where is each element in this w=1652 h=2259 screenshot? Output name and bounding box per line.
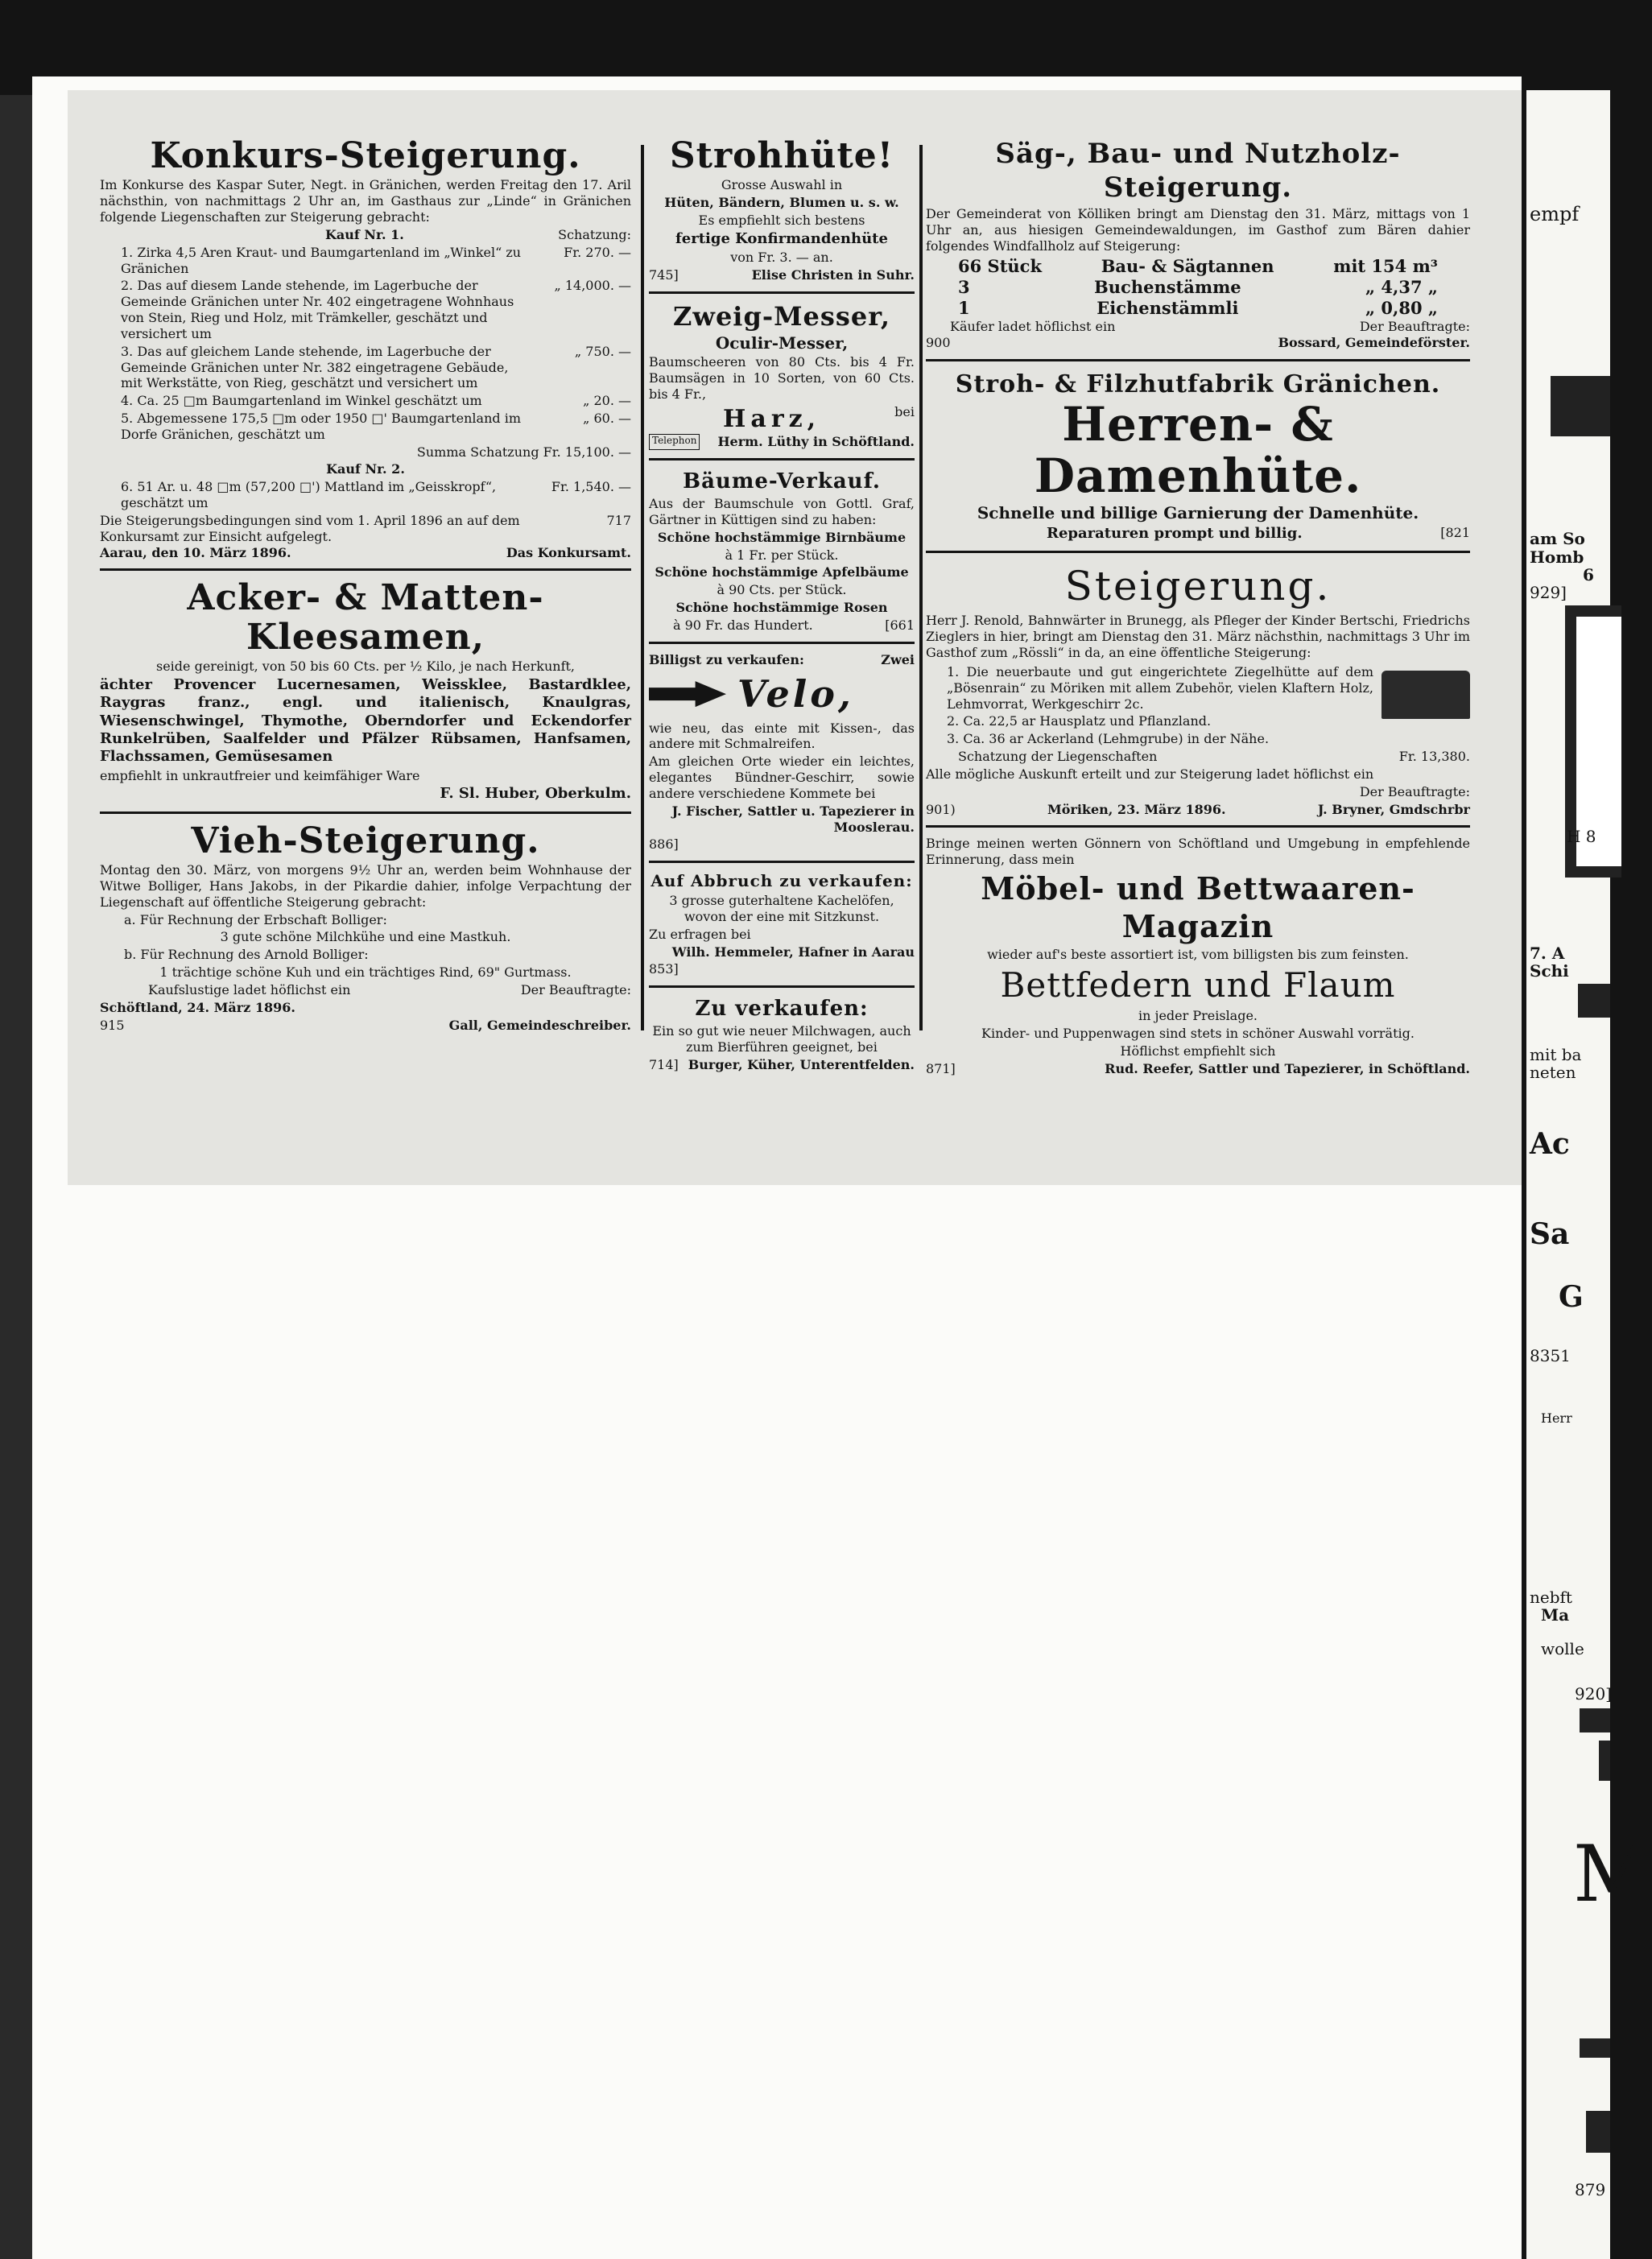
velo-head: Billigst zu verkaufen: xyxy=(649,651,804,667)
konkurs-item-value: Fr. 1,540. — xyxy=(551,479,631,495)
timber-row xyxy=(926,277,1470,298)
edge-text: mit ba xyxy=(1530,1045,1582,1064)
sag-title: Säg-, Bau- und Nutzholz-Steigerung. xyxy=(995,138,1401,204)
konkurs-item: 3. Das auf gleichem Lande stehende, im Lagerbuche der Gemeinde Gränichen unter Nr. 382 eingetragene Gebäude, mit Werkstätte, von Rieg, geschätzt und versichert um xyxy=(121,343,509,391)
konkurs-place-date: Aarau, den 10. März 1896. xyxy=(100,544,291,560)
vieh-a: a. Für Rechnung der Erbschaft Bolliger: xyxy=(124,911,387,927)
acker-body: ächter Provencer Lucernesamen, Weissklee, Bastardklee, Raygras franz., engl. und italienisch, Knaulgras, Wiesenschwingel, Thymothe, Oberndorfer und Eckendorfer Runkelrüben, Saalfelder und Pfälzer Rübsamen, Hanfsamen, Flachssamen, Gemüsesamen xyxy=(100,676,631,766)
schatzung-label: Schatzung: xyxy=(558,226,631,242)
divider xyxy=(926,551,1470,553)
timber-row xyxy=(926,298,1470,319)
velo-body2: Am gleichen Orte wieder ein leichtes, elegantes Bündner-Geschirr, sowie andere verschiedene Kommete bei xyxy=(649,754,915,801)
ad-baume xyxy=(649,469,915,634)
divider xyxy=(649,458,915,460)
baume-l6: à 90 Fr. das Hundert. xyxy=(673,617,813,633)
stroh-line3: Es empfiehlt sich bestens xyxy=(698,213,865,229)
edge-text: Herr xyxy=(1541,1410,1572,1426)
mobel-l2: in jeder Preislage. xyxy=(1138,1008,1258,1024)
timber-name: Bau- & Sägtannen xyxy=(1101,255,1274,276)
ad-zu-verkaufen xyxy=(649,996,915,1073)
hut-title: Stroh- & Filzhutfabrik Gränichen. xyxy=(955,370,1441,399)
konkurs-item: 4. Ca. 25 □m Baumgartenland im Winkel geschätzt um xyxy=(121,393,482,409)
ad-konkurs xyxy=(100,137,631,560)
divider xyxy=(649,861,915,863)
steig-place-date: Möriken, 23. März 1896. xyxy=(1047,801,1226,817)
telephone-badge: Telephon xyxy=(649,434,700,450)
edge-text: H 8 xyxy=(1567,827,1596,846)
edge-text: 929] xyxy=(1530,583,1567,602)
konkurs-item-value: „ 20. — xyxy=(583,393,631,409)
vieh-invite: Kaufslustige ladet höflichst ein xyxy=(148,981,351,997)
mobel-title2: Bettfedern und Flaum xyxy=(1000,965,1396,1006)
konkurs-item-value: „ 750. — xyxy=(574,343,631,359)
stroh-line2: Hüten, Bändern, Blumen u. s. w. xyxy=(664,195,899,211)
zweig-sub: Oculir-Messer, xyxy=(715,332,849,353)
hut-big: Herren- & Damenhüte. xyxy=(1034,396,1362,503)
ad-steigerung xyxy=(926,561,1470,817)
edge-text: Ac xyxy=(1530,1127,1570,1161)
abbruch-body: 3 grosse guterhaltene Kachelöfen, wovon der eine mit Sitzkunst. xyxy=(669,893,894,924)
ziegelhutte-illustration-icon xyxy=(1381,671,1470,719)
sag-sign: Bossard, Gemeindeförster. xyxy=(1278,334,1470,350)
mobel-l3: Kinder- und Puppenwagen sind stets in schöner Auswahl vorrätig. xyxy=(981,1025,1415,1041)
ad-mobel xyxy=(926,836,1470,1076)
zweig-harz: Harz, xyxy=(723,404,821,433)
konkurs-conditions: Die Steigerungsbedingungen sind vom 1. April 1896 an auf dem Konkursamt zur Einsicht aufgelegt. xyxy=(100,512,520,544)
steig-sign: J. Bryner, Gmdschrbr xyxy=(1317,801,1470,817)
sag-body: Der Gemeinderat von Kölliken bringt am Dienstag den 31. März, mittags von 1 Uhr an, aus hiesigen Gemeindewaldungen, im Gasthof zum Bären dahier folgendes Windfallholz auf Steigerung: xyxy=(926,206,1470,254)
mobel-l1: wieder auf's beste assortiert ist, vom billigsten bis zum feinsten. xyxy=(987,947,1409,963)
edge-text: neten xyxy=(1530,1063,1576,1082)
column-1 xyxy=(100,137,631,1033)
zweig-sign: Herm. Lüthy in Schöftland. xyxy=(717,434,915,450)
steig-item: 3. Ca. 36 ar Ackerland (Lehmgrube) in der Nähe. xyxy=(947,731,1270,747)
stroh-ref: 745] xyxy=(649,267,679,283)
timber-count: 1 xyxy=(958,297,970,318)
steig-intro: Herr J. Renold, Bahnwärter in Brunegg, als Pfleger der Kinder Bertschi, Friedrichs Zieglers in hier, bringt am Dienstag den 31. März nächsthin, nachmittags 3 Uhr im Gasthof zum „Rössli“ in da, an eine öffentliche Steigerung: xyxy=(926,613,1470,661)
divider xyxy=(649,985,915,988)
zweig-title: Zweig-Messer, xyxy=(673,300,890,332)
pointing-hand-icon xyxy=(649,681,726,707)
column-2 xyxy=(649,137,915,1073)
velo-ref: 886] xyxy=(649,836,679,853)
timber-qty: mit 154 m³ xyxy=(1333,255,1438,276)
vieh-sign: Gall, Gemeindeschreiber. xyxy=(448,1017,631,1033)
edge-text: Sa xyxy=(1530,1217,1570,1251)
ad-holz-steigerung xyxy=(926,137,1470,351)
steig-auskunft: Alle mögliche Auskunft erteilt und zur Steigerung ladet höflichst ein xyxy=(926,766,1374,782)
timber-count: 3 xyxy=(958,276,970,297)
konkurs-item: 5. Abgemessene 175,5 □m oder 1950 □' Baumgartenland im Dorfe Gränichen, geschätzt um xyxy=(121,410,521,442)
timber-qty: „ 0,80 „ xyxy=(1365,297,1438,318)
timber-name: Buchenstämme xyxy=(1094,276,1241,297)
stroh-line1: Grosse Auswahl in xyxy=(721,177,843,193)
horse-illustration-icon xyxy=(1551,376,1610,436)
column-rule-1 xyxy=(641,145,644,1030)
ad-vieh xyxy=(100,822,631,1034)
baume-title: Bäume-Verkauf. xyxy=(683,469,881,494)
edge-text: am So xyxy=(1530,529,1585,548)
timber-name: Eichenstämmli xyxy=(1097,297,1239,318)
baume-l2: à 1 Fr. per Stück. xyxy=(725,547,839,563)
baume-l3: Schöne hochstämmige Apfelbäume xyxy=(655,564,909,580)
sag-beauftragte: Der Beauftragte: xyxy=(1359,318,1470,334)
vieh-title: Vieh-Steigerung. xyxy=(191,820,540,861)
edge-text: 920] xyxy=(1575,1684,1612,1704)
edge-text: 7. A xyxy=(1530,944,1565,963)
verkaufen-ref: 714] xyxy=(649,1057,679,1073)
edge-text: Homb xyxy=(1530,547,1584,567)
timber-row xyxy=(926,256,1470,277)
abbruch-ref: 853] xyxy=(649,961,679,977)
edge-text: Ma xyxy=(1541,1605,1570,1625)
konkurs-summa: Summa Schatzung Fr. 15,100. — xyxy=(416,444,631,460)
mobel-title: Möbel- und Bettwaaren-Magazin xyxy=(981,870,1415,945)
abbruch-line: Zu erfragen bei xyxy=(649,926,751,942)
stroh-title: Strohhüte! xyxy=(669,135,894,176)
baume-l5: Schöne hochstämmige Rosen xyxy=(675,600,888,616)
verkaufen-title: Zu verkaufen: xyxy=(695,997,869,1022)
konkurs-sign: Das Konkursamt. xyxy=(506,544,631,560)
konkurs-item-value: „ 60. — xyxy=(583,410,631,426)
velo-zwei: Zwei xyxy=(881,651,915,667)
baume-l1: Schöne hochstämmige Birnbäume xyxy=(657,529,907,545)
divider xyxy=(926,825,1470,828)
velo-sign: J. Fischer, Sattler u. Tapezierer in Mooslerau. xyxy=(671,803,915,835)
acker-line1: seide gereinigt, von 50 bis 60 Cts. per ½ Kilo, je nach Herkunft, xyxy=(155,659,576,675)
vieh-a-detail: 3 gute schöne Milchkühe und eine Mastkuh. xyxy=(220,929,511,945)
hut-ref: [821 xyxy=(1440,525,1470,541)
ad-hutfabrik xyxy=(926,370,1470,543)
edge-text: M xyxy=(1573,1829,1652,1919)
baume-l4: à 90 Cts. per Stück. xyxy=(717,582,847,598)
ad-abbruch xyxy=(649,871,915,977)
divider xyxy=(649,642,915,644)
vieh-ref: 915 xyxy=(100,1017,125,1033)
sag-invite: Käufer ladet höflichst ein xyxy=(950,318,1116,334)
ad-strohhute xyxy=(649,137,915,283)
konkurs-title: Konkurs-Steigerung. xyxy=(150,135,581,176)
konkurs-item: 6. 51 Ar. u. 48 □m (57,200 □') Mattland im „Geisskropf“, geschätzt um xyxy=(121,479,497,511)
steig-ref: 901) xyxy=(926,801,956,817)
vieh-beauftragte: Der Beauftragte: xyxy=(520,981,631,997)
stroh-line5: von Fr. 3. — an. xyxy=(730,250,833,266)
column-3 xyxy=(926,137,1470,1076)
konkurs-item-value: „ 14,000. — xyxy=(554,278,631,294)
vieh-place-date: Schöftland, 24. März 1896. xyxy=(100,999,295,1015)
konkurs-item-value: Fr. 270. — xyxy=(564,244,631,260)
timber-count: 66 Stück xyxy=(958,255,1043,276)
stroh-sign: Elise Christen in Suhr. xyxy=(751,267,915,283)
edge-text: 6 xyxy=(1583,565,1594,584)
velo-title: Velo, xyxy=(737,671,854,716)
edge-text: empf xyxy=(1530,203,1580,225)
ad-zweig-messer xyxy=(649,302,915,450)
mobel-sign: Rud. Reefer, Sattler und Tapezierer, in Schöftland. xyxy=(1105,1060,1470,1076)
verkaufen-body: Ein so gut wie neuer Milchwagen, auch zum Bierführen geeignet, bei xyxy=(652,1023,911,1055)
book-spine-edge xyxy=(0,95,35,2259)
baume-body: Aus der Baumschule von Gottl. Graf, Gärtner in Küttigen sind zu haben: xyxy=(649,496,915,527)
zweig-body: Baumscheeren von 80 Cts. bis 4 Fr. Baumsägen in 10 Sorten, von 60 Cts. bis 4 Fr., xyxy=(649,354,915,403)
steig-title: Steigerung. xyxy=(1064,563,1332,610)
stroh-line4: fertige Konfirmandenhüte xyxy=(675,229,888,247)
konkurs-item: 1. Zirka 4,5 Aren Kraut- und Baumgartenland im „Winkel“ zu Gränichen xyxy=(121,244,522,276)
edge-text: nebft xyxy=(1530,1588,1572,1607)
kauf2-label: Kauf Nr. 2. xyxy=(326,461,405,477)
hut-l2: Reparaturen prompt und billig. xyxy=(1047,525,1303,543)
baume-ref: [661 xyxy=(885,617,915,633)
ad-acker xyxy=(100,579,631,803)
steig-item: 1. Die neuerbaute und gut eingerichtete Ziegelhütte auf dem „Bösenrain“ zu Möriken mit allem Zubehör, vielen Klaftern Holz, Lehmvorrat, Werkgeschirr 2c. xyxy=(947,663,1373,712)
kauf1-label: Kauf Nr. 1. xyxy=(325,226,404,242)
steig-item: 2. Ca. 22,5 ar Hausplatz und Pflanzland. xyxy=(947,713,1212,729)
konkurs-intro: Im Konkurse des Kaspar Suter, Negt. in Gränichen, werden Freitag den 17. Aril nächsthin, von nachmittags 2 Uhr an, im Gasthaus zur „Linde“ in Gränichen folgende Liegenschaften zur Steigerung gebracht: xyxy=(100,177,631,225)
acker-sign: F. Sl. Huber, Oberkulm. xyxy=(440,785,631,803)
divider xyxy=(649,291,915,294)
vieh-b-detail: 1 trächtige schöne Kuh und ein trächtiges Rind, 69" Gurtmass. xyxy=(159,964,572,981)
edge-text: wolle xyxy=(1541,1639,1584,1658)
ad-velo xyxy=(649,652,915,853)
divider xyxy=(926,359,1470,361)
furniture-illustration-icon xyxy=(1578,984,1610,1018)
steig-beauftragte: Der Beauftragte: xyxy=(1359,783,1470,799)
column-rule-2 xyxy=(919,145,923,1030)
konkurs-item: 2. Das auf diesem Lande stehende, im Lagerbuche der Gemeinde Gränichen unter Nr. 402 eingetragene Wohnhaus von Stein, Rieg und Holz, mit Trämkeller, geschätzt und versichert um xyxy=(121,278,514,341)
steig-schatzung: Schatzung der Liegenschaften xyxy=(958,749,1158,765)
vieh-b: b. Für Rechnung des Arnold Bolliger: xyxy=(124,947,369,963)
edge-text: 879 xyxy=(1575,2180,1606,2199)
mobel-intro: Bringe meinen werten Gönnern von Schöftland und Umgebung in empfehlende Erinnerung, dass mein xyxy=(926,836,1470,868)
sag-ref: 900 xyxy=(926,334,951,350)
vieh-intro: Montag den 30. März, von morgens 9½ Uhr an, werden beim Wohnhause der Witwe Bolliger, Hans Jakobs, in der Pikardie dahier, infolge Verpachtung der Liegenschaft auf öffentliche Steigerung gebracht: xyxy=(100,862,631,910)
verkaufen-sign: Burger, Küher, Unterentfelden. xyxy=(688,1057,915,1073)
zweig-bei: bei xyxy=(894,403,915,419)
acker-line-last: empfiehlt in unkrautfreier und keimfähiger Ware xyxy=(100,767,420,783)
divider xyxy=(100,812,631,814)
abbruch-title: Auf Abbruch zu verkaufen: xyxy=(650,871,913,891)
edge-text: Schi xyxy=(1530,961,1569,981)
velo-body: wie neu, das einte mit Kissen-, das andere mit Schmalreifen. xyxy=(649,720,915,752)
mobel-l4: Höflichst empfiehlt sich xyxy=(1120,1043,1276,1059)
hut-l1: Schnelle und billige Garnierung der Damenhüte. xyxy=(977,503,1419,523)
edge-text: G xyxy=(1559,1280,1584,1314)
timber-qty: „ 4,37 „ xyxy=(1365,276,1438,297)
mobel-ref: 871] xyxy=(926,1060,956,1076)
abbruch-sign: Wilh. Hemmeler, Hafner in Aarau xyxy=(671,944,915,960)
acker-title: Acker- & Matten-Kleesamen, xyxy=(187,577,544,658)
edge-text: 8351 xyxy=(1530,1346,1571,1365)
divider xyxy=(100,568,631,571)
adjacent-page-edge xyxy=(1526,90,1652,2259)
konkurs-ref: 717 xyxy=(606,512,631,528)
steig-schatzung-value: Fr. 13,380. xyxy=(1398,749,1470,765)
